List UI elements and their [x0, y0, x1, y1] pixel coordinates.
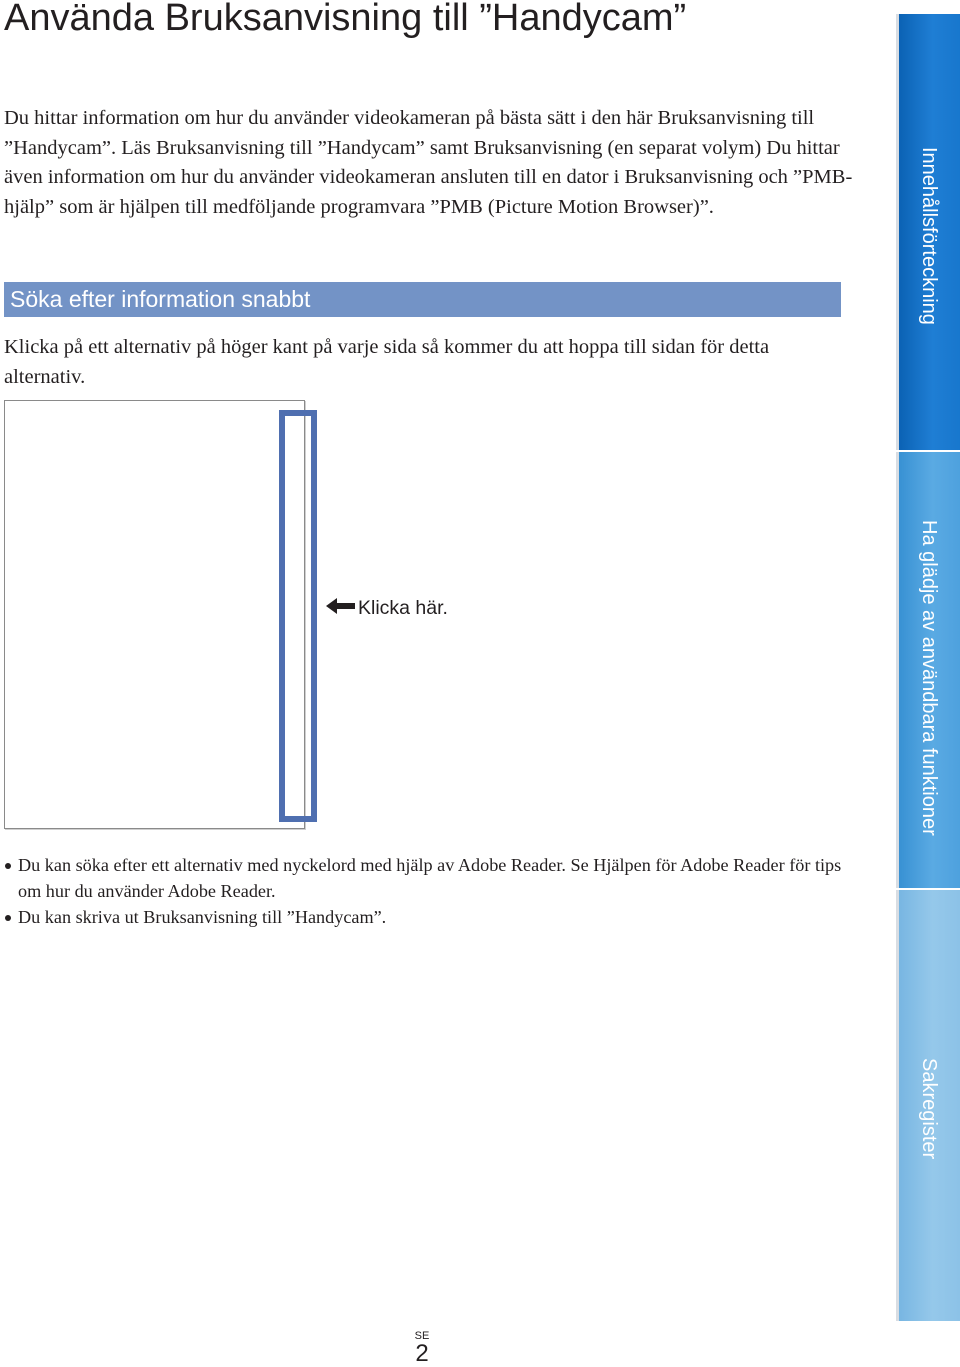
arrow-left-icon — [326, 597, 356, 615]
side-navigation — [896, 14, 960, 1321]
intro-paragraph: Du hittar information om hur du använder videokameran på bästa sätt i den här Bruksanvisning till ”Handycam”. Läs Bruksanvisning till ”Handycam” samt Bruksanvisning (en separat volym) Du hittar även information om hur du använder videokameran ansluten till en dator i Bruksanvisning och ”PMB-hjälp” som är hjälpen till medföljande programvara ”PMB (Picture Motion Browser)”. — [4, 107, 853, 219]
notes-list — [4, 852, 854, 930]
language-code: SE — [414, 1330, 430, 1342]
page-title: Använda Bruksanvisning till ”Handycam” — [4, 0, 687, 39]
side-tab-label: Innehållsförteckning — [918, 147, 940, 325]
side-tab-contents[interactable] — [896, 14, 960, 450]
illustration-tab-highlight — [279, 410, 317, 822]
section-heading: Söka efter information snabbt — [4, 282, 841, 317]
side-tab-index[interactable] — [896, 890, 960, 1321]
side-tab-label: Sakregister — [918, 1058, 940, 1160]
list-item: Du kan söka efter ett alternativ med nyckelord med hjälp av Adobe Reader. Se Hjälpen för Adobe Reader för tips om hur du använder Adobe Reader. — [4, 852, 854, 904]
list-item: Du kan skriva ut Bruksanvisning till ”Handycam”. — [4, 904, 854, 930]
click-here-label: Klicka här. — [358, 597, 448, 619]
instruction-paragraph: Klicka på ett alternativ på höger kant på varje sida så kommer du att hoppa till sidan för detta alternativ. — [4, 336, 770, 388]
side-tab-label: Ha glädje av användbara funktioner — [918, 520, 940, 836]
side-tab-useful-functions[interactable] — [896, 452, 960, 888]
page-footer — [408, 1330, 436, 1366]
illustration-page — [4, 400, 305, 829]
page-number: 2 — [415, 1340, 429, 1367]
